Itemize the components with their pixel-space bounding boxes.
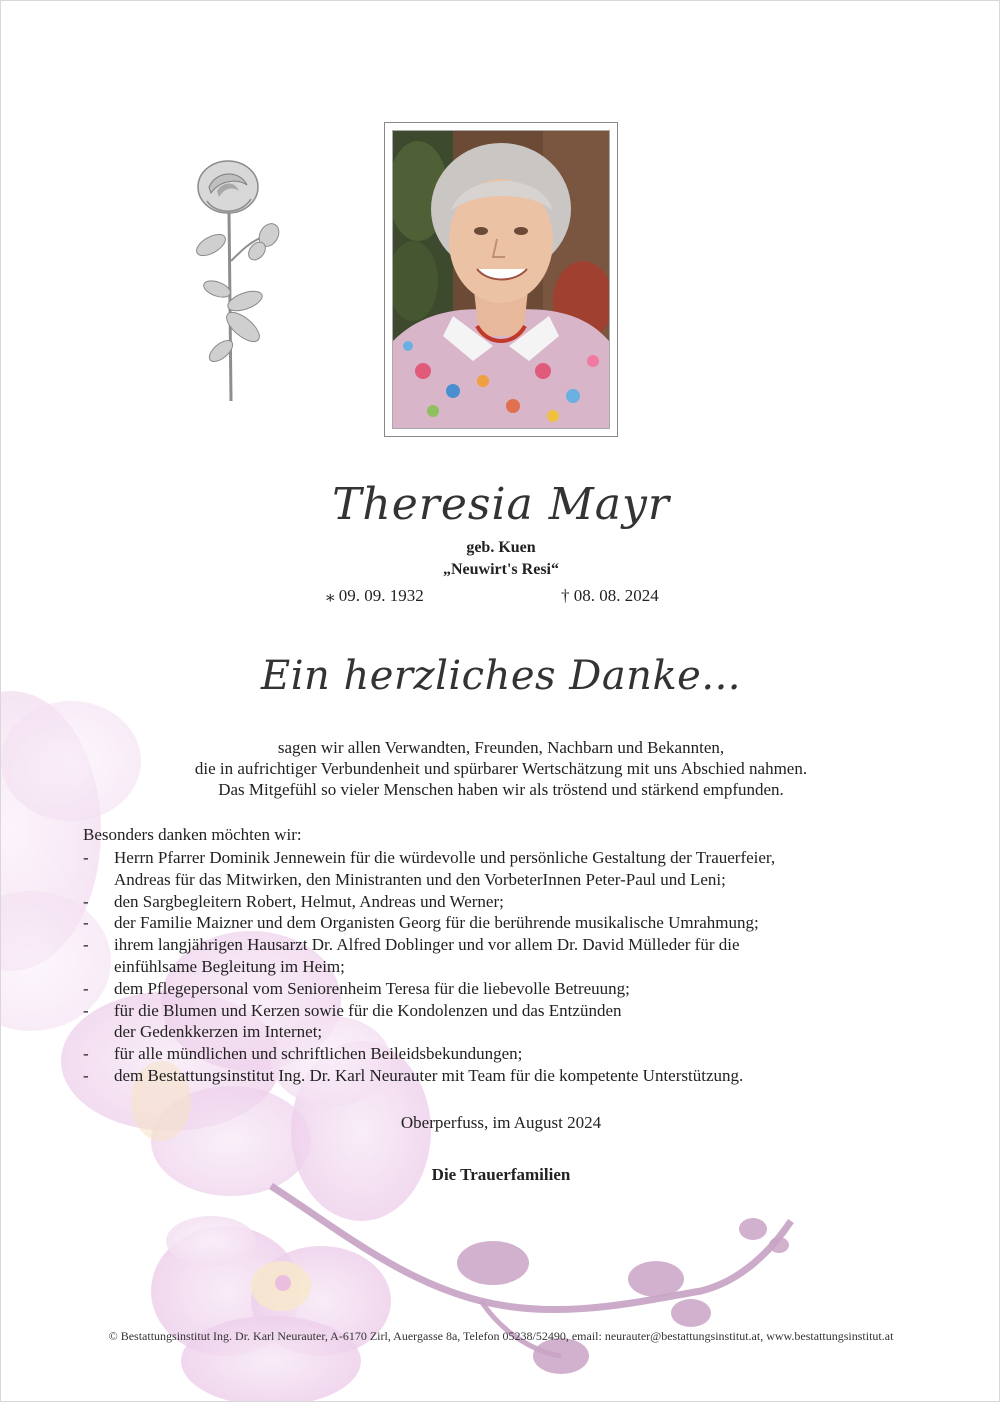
list-item-line: für die Blumen und Kerzen sowie für die Kondolenzen und das Entzünden (114, 1000, 622, 1020)
thanks-title: Ein herzliches Danke... (261, 653, 741, 699)
list-item (83, 934, 943, 978)
nickname: „Neuwirt's Resi“ (443, 561, 559, 578)
signature: Die Trauerfamilien (431, 1165, 571, 1184)
list-item (83, 891, 943, 913)
list-item (83, 978, 943, 1000)
birth-date: ⁎ 09. 09. 1932 (326, 586, 424, 605)
list-dash: - (83, 848, 89, 867)
death-date: † 08. 08. 2024 (561, 586, 659, 605)
maiden-name: geb. Kuen (466, 539, 536, 556)
list-item (83, 912, 943, 934)
deceased-name: Theresia Mayr (332, 479, 670, 530)
list-dash: - (83, 1044, 89, 1064)
list-item-line: der Familie Maizner und dem Organisten Georg für die berührende musikalische Umrahmung; (114, 913, 759, 933)
list-item (83, 847, 943, 891)
place-date: Oberperfuss, im August 2024 (400, 1113, 602, 1132)
list-dash: - (83, 891, 89, 911)
list-item-line: einfühlsame Begleitung im Heim; (114, 956, 345, 976)
list-item (83, 1065, 943, 1087)
list-dash: - (83, 978, 89, 998)
list-item-line: dem Bestattungsinstitut Ing. Dr. Karl Neurauter mit Team für die kompetente Unterstützung. (114, 1065, 744, 1085)
intro-line: die in aufrichtiger Verbundenheit und spürbarer Wertschätzung mit uns Abschied nahmen. (194, 759, 808, 778)
list-dash: - (83, 913, 89, 933)
list-item (83, 1000, 943, 1044)
portrait-photo (392, 130, 610, 429)
thanks-list (83, 847, 943, 1087)
list-dash: - (83, 1000, 89, 1020)
footer-imprint: © Bestattungsinstitut Ing. Dr. Karl Neurauter, A-6170 Zirl, Auergasse 8a, Telefon 05238/52490, email: neurauter@bestattungsinstitut.at, www.bestattungsinstitut.at (108, 1329, 894, 1343)
rose-icon (181, 151, 291, 411)
list-dash: - (83, 935, 89, 955)
list-item-line: der Gedenkkerzen im Internet; (114, 1022, 323, 1042)
list-item-line: Andreas für das Mitwirken, den Ministranten und den VorbeterInnen Peter-Paul und Leni; (114, 869, 726, 889)
intro-line: Das Mitgefühl so vieler Menschen haben wir als tröstend und stärkend empfunden. (218, 780, 784, 799)
list-item-line: für alle mündlichen und schriftlichen Beileidsbekundungen; (114, 1044, 523, 1064)
list-item-line: ihrem langjährigen Hausarzt Dr. Alfred Doblinger und vor allem Dr. David Mülleder für die (114, 935, 740, 955)
intro-text (61, 737, 941, 800)
list-item-line: dem Pflegepersonal vom Seniorenheim Teresa für die liebevolle Betreuung; (114, 978, 630, 998)
intro-line: sagen wir allen Verwandten, Freunden, Nachbarn und Bekannten, (277, 738, 725, 757)
list-heading: Besonders danken möchten wir: (83, 825, 302, 844)
list-item-line: Herrn Pfarrer Dominik Jennewein für die würdevolle und persönliche Gestaltung der Trauerfeier, (114, 848, 776, 867)
list-dash: - (83, 1065, 89, 1085)
list-item (83, 1043, 943, 1065)
portrait-frame (384, 122, 618, 437)
list-item-line: den Sargbegleitern Robert, Helmut, Andreas und Werner; (114, 891, 504, 911)
